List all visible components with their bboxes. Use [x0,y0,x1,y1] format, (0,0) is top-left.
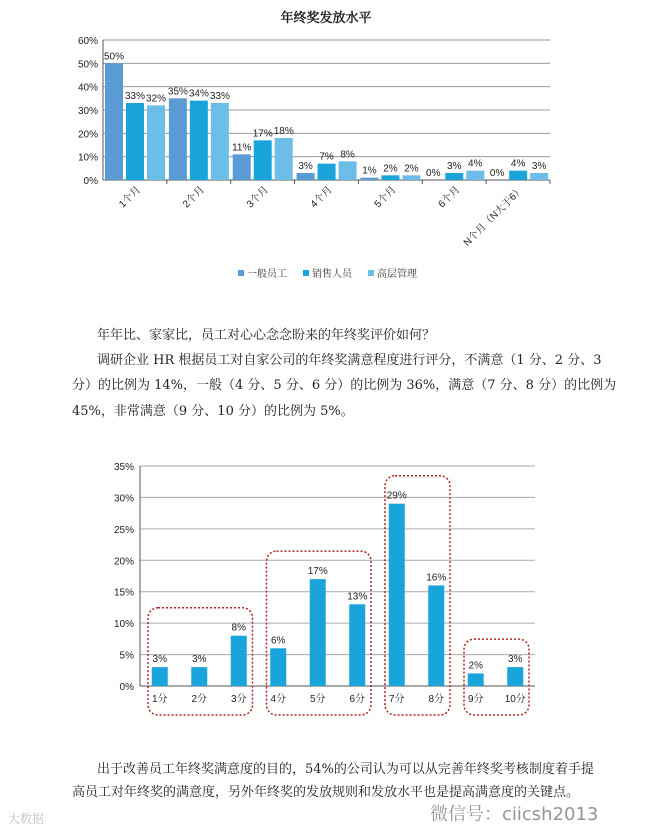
data-label: 2% [468,660,483,672]
data-label: 4% [468,158,483,170]
x-tick-label: 4个月 [308,184,335,211]
y-tick-label: 10% [77,152,98,164]
data-label: 3% [531,161,547,172]
bar [191,667,207,686]
x-tick-label: 9分 [467,694,484,705]
bar [389,504,405,686]
x-tick-label: 8分 [428,694,445,705]
x-tick-label: 1分 [151,694,168,705]
y-tick-label: 20% [77,129,98,141]
bar [147,105,165,180]
paragraph-line: 高员工对年终奖的满意度，另外年终奖的发放规则和发放水平也是提高满意度的关键点。 [72,785,580,800]
y-tick-label: 60% [77,36,98,47]
paragraph-line: 出于改善员工年终奖满意度的目的，54%的公司认为可以从完善年终奖考核制度着手提 [97,762,594,777]
legend-label: 高层管理 [377,269,417,280]
y-tick-label: 25% [113,524,134,536]
x-tick-label: N个月（N大于6） [461,184,527,249]
y-tick-label: 0% [119,682,134,693]
legend-swatch [238,270,244,276]
bar [360,178,378,180]
data-label: 0% [426,168,441,179]
data-label: 34% [188,88,209,100]
bar [349,604,365,686]
data-label: 13% [347,591,368,603]
chart-title: 年终奖发放水平 [280,10,372,25]
data-label: 1% [362,165,377,177]
x-tick-label: 2分 [191,694,208,705]
legend-swatch [368,270,374,276]
x-tick-label: 5分 [309,694,326,705]
bar [231,636,247,686]
data-label: 17% [307,566,328,578]
bar [530,173,548,180]
paragraph-line: 调研企业 HR 根据员工对自家公司的年终奖满意程度进行评分，不满意（1 分、2 分、3 [97,353,602,368]
bar [318,164,336,180]
bar [254,140,272,180]
data-label: 3% [447,161,462,172]
paragraph-line: 分）的比例为 14%，一般（4 分、5 分、6 分）的比例为 36%，满意（7 分、8 分）的比例为 [72,378,617,393]
y-tick-label: 50% [77,59,98,71]
bar [402,175,420,180]
y-tick-label: 5% [119,650,134,662]
question-paragraph: 年年比、家家比，员工对心心念念盼来的年终奖评价如何？ [97,328,436,343]
x-tick-label: 6分 [349,694,366,705]
data-label: 35% [167,86,188,98]
legend-label: 一般员工 [247,269,287,280]
bar [190,101,208,180]
bar [297,173,315,180]
data-label: 50% [103,51,125,63]
data-label: 3% [508,654,523,666]
bar [468,673,484,686]
bonus-level-chart [0,0,649,300]
bar [466,171,484,180]
data-label: 16% [426,572,447,584]
bar [310,579,326,686]
data-label: 3% [152,654,167,666]
paragraph-line: 45%，非常满意（9 分、10 分）的比例为 5%。 [72,404,354,419]
data-label: 2% [404,163,419,175]
y-tick-label: 10% [113,619,134,631]
data-label: 29% [386,490,407,502]
x-tick-label: 1个月 [117,184,144,211]
satisfaction-chart [0,450,649,730]
bar [152,667,168,686]
y-tick-label: 30% [77,106,98,117]
data-label: 11% [232,142,252,154]
data-label: 7% [319,151,334,163]
data-label: 6% [271,635,286,647]
x-tick-label: 10分 [504,694,526,705]
data-label: 33% [124,91,146,102]
y-tick-label: 35% [113,462,134,473]
bar [339,161,357,180]
x-tick-label: 3个月 [244,184,271,211]
bar [211,103,229,180]
bar [126,103,144,180]
bar [509,171,527,180]
y-tick-label: 0% [83,176,98,187]
bar [233,154,251,180]
x-tick-label: 2个月 [181,184,207,211]
data-label: 32% [145,93,167,105]
data-label: 2% [383,163,398,175]
x-tick-label: 4分 [270,694,287,705]
legend-label: 销售人员 [312,269,352,280]
y-tick-label: 40% [77,82,98,94]
bar [169,98,187,180]
data-label: 33% [209,91,230,102]
bar [507,667,523,686]
y-tick-label: 15% [113,587,134,599]
x-tick-label: 7分 [388,694,405,705]
bar [270,648,286,686]
bar [381,175,399,180]
data-label: 0% [489,168,505,179]
x-tick-label: 6个月 [436,184,463,211]
corner-watermark: 大数据 [8,812,45,826]
bar [105,63,123,180]
data-label: 8% [231,622,246,634]
y-tick-label: 30% [113,493,134,505]
data-label: 3% [192,654,207,666]
data-label: 8% [340,149,355,161]
data-label: 18% [273,126,294,137]
x-tick-label: 5个月 [372,184,399,211]
data-label: 3% [298,161,313,172]
x-tick-label: 3分 [230,694,247,705]
wechat-watermark: 微信号：ciicsh2013 [430,804,599,825]
legend-swatch [303,270,309,276]
bar [445,173,463,180]
data-label: 4% [510,158,526,170]
bar [275,138,293,180]
y-tick-label: 20% [113,556,134,568]
bar [428,585,444,686]
data-label: 17% [252,128,273,140]
